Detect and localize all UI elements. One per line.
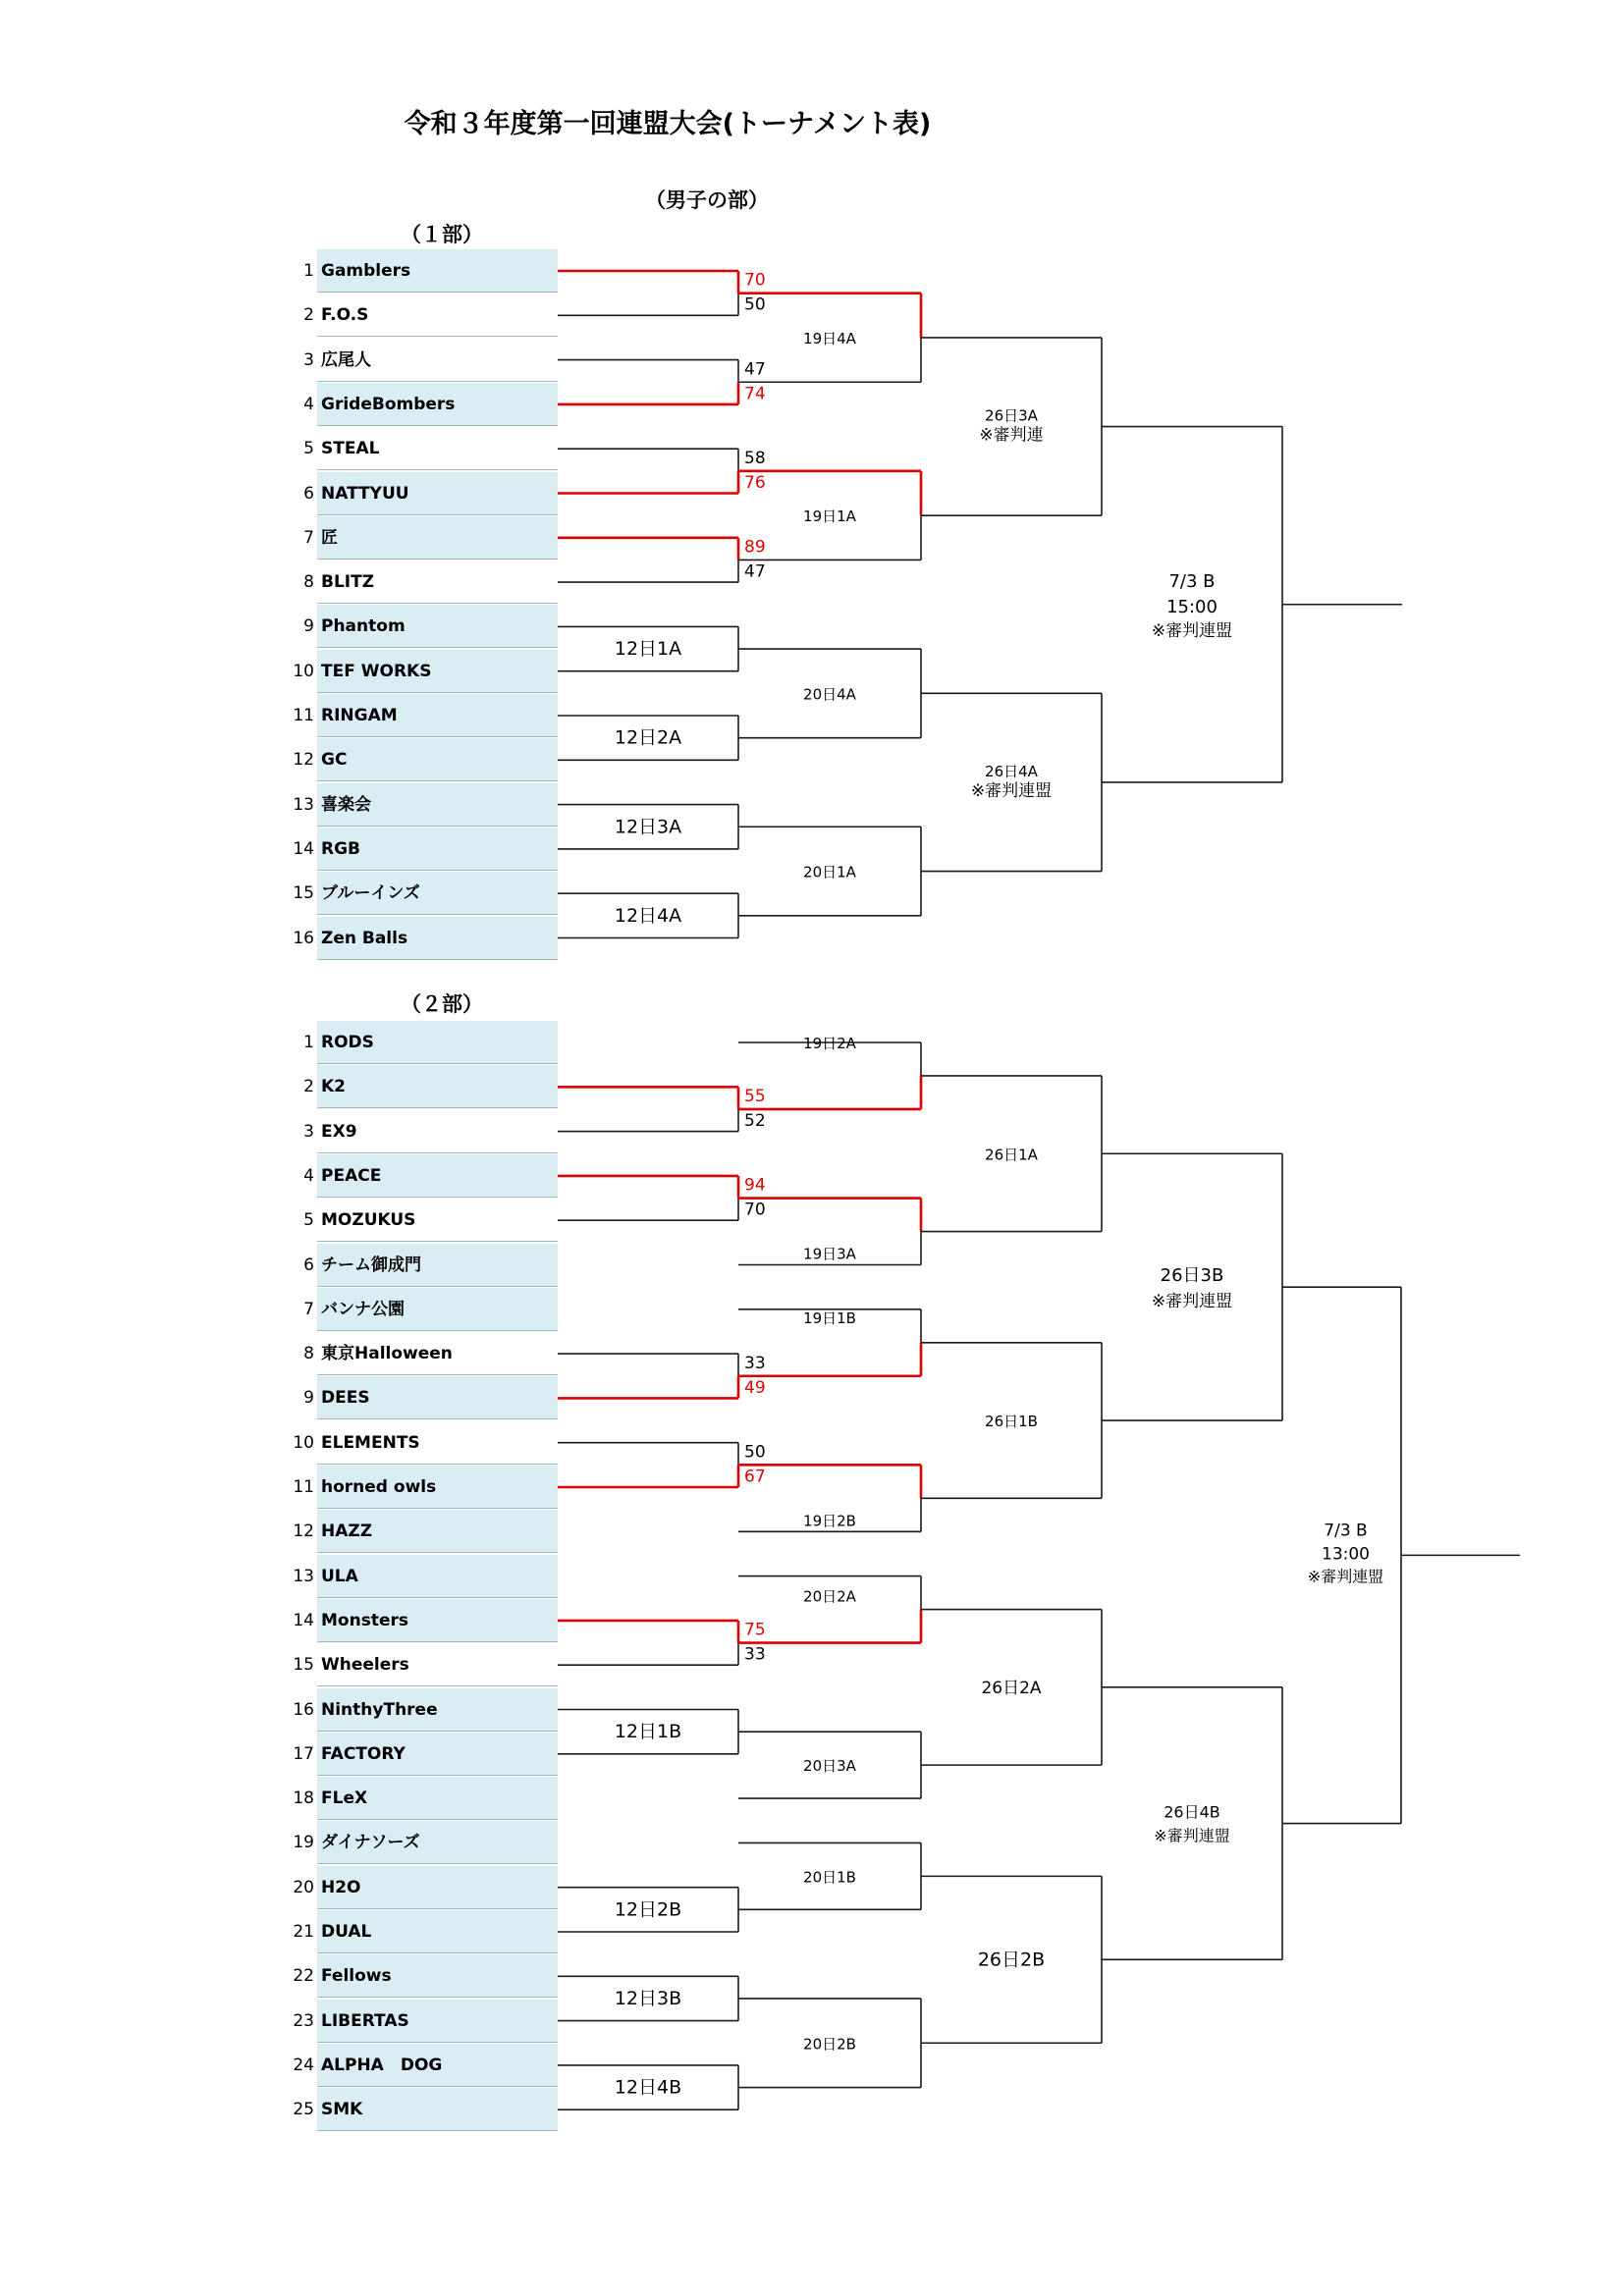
match-label: 26日3A xyxy=(985,406,1038,425)
match-label: 19日2B xyxy=(803,1512,856,1530)
match-label: 20日2B xyxy=(803,2035,856,2054)
final-label: 7/3 B xyxy=(1324,1521,1368,1541)
match-score-top: 55 xyxy=(744,1086,766,1106)
team-name: STEAL xyxy=(321,439,380,459)
match-score-bottom: 47 xyxy=(744,561,766,582)
team-name: HAZZ xyxy=(321,1522,373,1542)
team-number: 6 xyxy=(303,483,314,504)
team-name: Fellows xyxy=(321,1966,392,1987)
team-name: H2O xyxy=(321,1877,361,1897)
match-score-bottom: 74 xyxy=(744,384,766,404)
page-subtitle: （男子の部） xyxy=(645,188,769,212)
match-label: 26日3B xyxy=(1160,1265,1224,1287)
team-number: 15 xyxy=(293,883,314,904)
team-number: 21 xyxy=(293,1922,314,1942)
match-label: 12日3A xyxy=(614,816,682,838)
team-name: Zen Balls xyxy=(321,928,408,948)
match-score-top: 58 xyxy=(744,448,766,468)
match-score-top: 89 xyxy=(744,537,766,558)
match-label: 19日4A xyxy=(803,329,856,347)
team-name: バンナ公園 xyxy=(321,1299,405,1319)
match-label: 12日3B xyxy=(614,1987,682,2009)
match-note: ※審判連盟 xyxy=(1154,1826,1230,1845)
match-label: 12日2A xyxy=(614,726,682,749)
match-label: 19日1B xyxy=(803,1308,856,1327)
match-label: 12日1B xyxy=(614,1721,682,1743)
team-number: 8 xyxy=(303,572,314,593)
team-number: 9 xyxy=(303,1388,314,1409)
team-name: RGB xyxy=(321,838,361,859)
match-score-top: 50 xyxy=(744,1442,766,1463)
team-name: TEF WORKS xyxy=(321,661,432,681)
team-name: GC xyxy=(321,750,348,771)
match-score-top: 47 xyxy=(744,359,766,380)
team-name: RODS xyxy=(321,1033,374,1052)
team-name: DEES xyxy=(321,1388,370,1409)
match-label: 20日3A xyxy=(803,1757,856,1776)
team-name: ELEMENTS xyxy=(321,1432,420,1453)
match-score-bottom: 52 xyxy=(744,1110,766,1131)
match-label: 20日2A xyxy=(803,1587,856,1606)
team-number: 8 xyxy=(303,1344,314,1364)
match-score-top: 70 xyxy=(744,270,766,291)
match-label: 26日2B xyxy=(977,1949,1046,1971)
match-note: ※審判連盟 xyxy=(970,780,1053,801)
team-name: 広尾人 xyxy=(321,349,371,370)
team-name: GrideBombers xyxy=(321,394,456,414)
team-number: 1 xyxy=(303,261,314,281)
team-name: FLeX xyxy=(321,1789,368,1809)
team-name: RINGAM xyxy=(321,706,398,725)
team-number: 20 xyxy=(293,1877,314,1897)
final-time: 13:00 xyxy=(1322,1544,1370,1565)
team-number: 19 xyxy=(293,1833,314,1853)
team-number: 3 xyxy=(303,1121,314,1142)
team-number: 2 xyxy=(303,1077,314,1097)
team-name: DUAL xyxy=(321,1922,372,1942)
match-score-top: 33 xyxy=(744,1353,766,1373)
match-label: 26日2A xyxy=(981,1678,1042,1698)
match-label: 19日1A xyxy=(803,507,856,526)
team-name: Phantom xyxy=(321,616,406,637)
team-name: ALPHA DOG xyxy=(321,2055,443,2075)
match-score-top: 94 xyxy=(744,1175,766,1196)
team-number: 2 xyxy=(303,305,314,326)
match-score-bottom: 76 xyxy=(744,472,766,493)
team-name: ULA xyxy=(321,1566,358,1586)
team-number: 3 xyxy=(303,349,314,370)
division-1-heading: （１部） xyxy=(401,223,483,246)
team-number: 25 xyxy=(293,2100,314,2120)
team-number: 14 xyxy=(293,838,314,859)
team-number: 7 xyxy=(303,527,314,548)
team-number: 16 xyxy=(293,928,314,948)
team-number: 13 xyxy=(293,1566,314,1586)
team-name: MOZUKUS xyxy=(321,1210,416,1231)
team-number: 7 xyxy=(303,1299,314,1319)
team-number: 5 xyxy=(303,1210,314,1231)
final-note: ※審判連盟 xyxy=(1151,620,1233,641)
team-number: 10 xyxy=(293,661,314,681)
team-number: 24 xyxy=(293,2055,314,2075)
team-name: ダイナソーズ xyxy=(321,1833,420,1853)
division-2-heading: （２部） xyxy=(401,992,483,1016)
match-score-bottom: 70 xyxy=(744,1200,766,1220)
team-number: 15 xyxy=(293,1655,314,1676)
match-score-bottom: 50 xyxy=(744,294,766,315)
team-name: NinthyThree xyxy=(321,1699,438,1720)
team-number: 9 xyxy=(303,616,314,637)
team-name: 喜楽会 xyxy=(321,794,371,815)
team-number: 22 xyxy=(293,1966,314,1987)
team-name: SMK xyxy=(321,2100,363,2120)
team-name: BLITZ xyxy=(321,572,375,593)
team-number: 5 xyxy=(303,439,314,459)
team-number: 18 xyxy=(293,1789,314,1809)
team-name: K2 xyxy=(321,1077,347,1097)
match-label: 19日2A xyxy=(803,1034,856,1052)
match-label: 12日4A xyxy=(614,904,682,927)
final-time: 15:00 xyxy=(1166,596,1218,617)
team-number: 11 xyxy=(293,1477,314,1497)
match-note: ※審判連 xyxy=(979,425,1044,446)
team-number: 4 xyxy=(303,394,314,414)
match-label: 12日1A xyxy=(614,638,682,661)
match-label: 19日3A xyxy=(803,1245,856,1263)
team-name: 東京Halloween xyxy=(321,1344,453,1364)
team-number: 12 xyxy=(293,1522,314,1542)
team-number: 6 xyxy=(303,1255,314,1275)
team-name: FACTORY xyxy=(321,1743,406,1764)
team-number: 13 xyxy=(293,794,314,815)
match-label: 26日4B xyxy=(1164,1802,1220,1822)
match-score-bottom: 33 xyxy=(744,1644,766,1665)
final-note: ※審判連盟 xyxy=(1307,1567,1384,1586)
match-label: 20日1A xyxy=(803,863,856,881)
team-number: 1 xyxy=(303,1033,314,1052)
final-label: 7/3 B xyxy=(1168,570,1216,592)
team-number: 16 xyxy=(293,1699,314,1720)
match-score-bottom: 67 xyxy=(744,1467,766,1487)
team-name: Monsters xyxy=(321,1610,408,1630)
match-label: 26日1B xyxy=(985,1413,1038,1431)
team-name: Wheelers xyxy=(321,1655,409,1676)
match-label: 12日4B xyxy=(614,2076,682,2099)
team-name: 匠 xyxy=(321,527,338,548)
team-number: 12 xyxy=(293,750,314,771)
match-label: 26日1A xyxy=(985,1146,1038,1164)
team-name: チーム御成門 xyxy=(321,1255,421,1275)
match-note: ※審判連盟 xyxy=(1151,1292,1233,1312)
team-name: F.O.S xyxy=(321,305,369,326)
match-score-top: 75 xyxy=(744,1620,766,1640)
team-name: Gamblers xyxy=(321,261,411,281)
match-label: 20日1B xyxy=(803,1868,856,1887)
team-number: 14 xyxy=(293,1610,314,1630)
team-name: PEACE xyxy=(321,1165,382,1186)
team-number: 10 xyxy=(293,1432,314,1453)
team-number: 17 xyxy=(293,1743,314,1764)
team-name: EX9 xyxy=(321,1121,357,1142)
match-label: 12日2B xyxy=(614,1898,682,1921)
team-name: NATTYUU xyxy=(321,483,409,504)
team-name: ブルーインズ xyxy=(321,883,420,904)
match-label: 26日4A xyxy=(985,762,1038,780)
match-score-bottom: 49 xyxy=(744,1377,766,1398)
team-number: 23 xyxy=(293,2010,314,2031)
match-label: 20日4A xyxy=(803,685,856,704)
team-number: 11 xyxy=(293,706,314,725)
team-number: 4 xyxy=(303,1165,314,1186)
team-name: LIBERTAS xyxy=(321,2010,409,2031)
team-name: horned owls xyxy=(321,1477,437,1497)
page-title: 令和３年度第一回連盟大会(トーナメント表) xyxy=(404,109,932,139)
